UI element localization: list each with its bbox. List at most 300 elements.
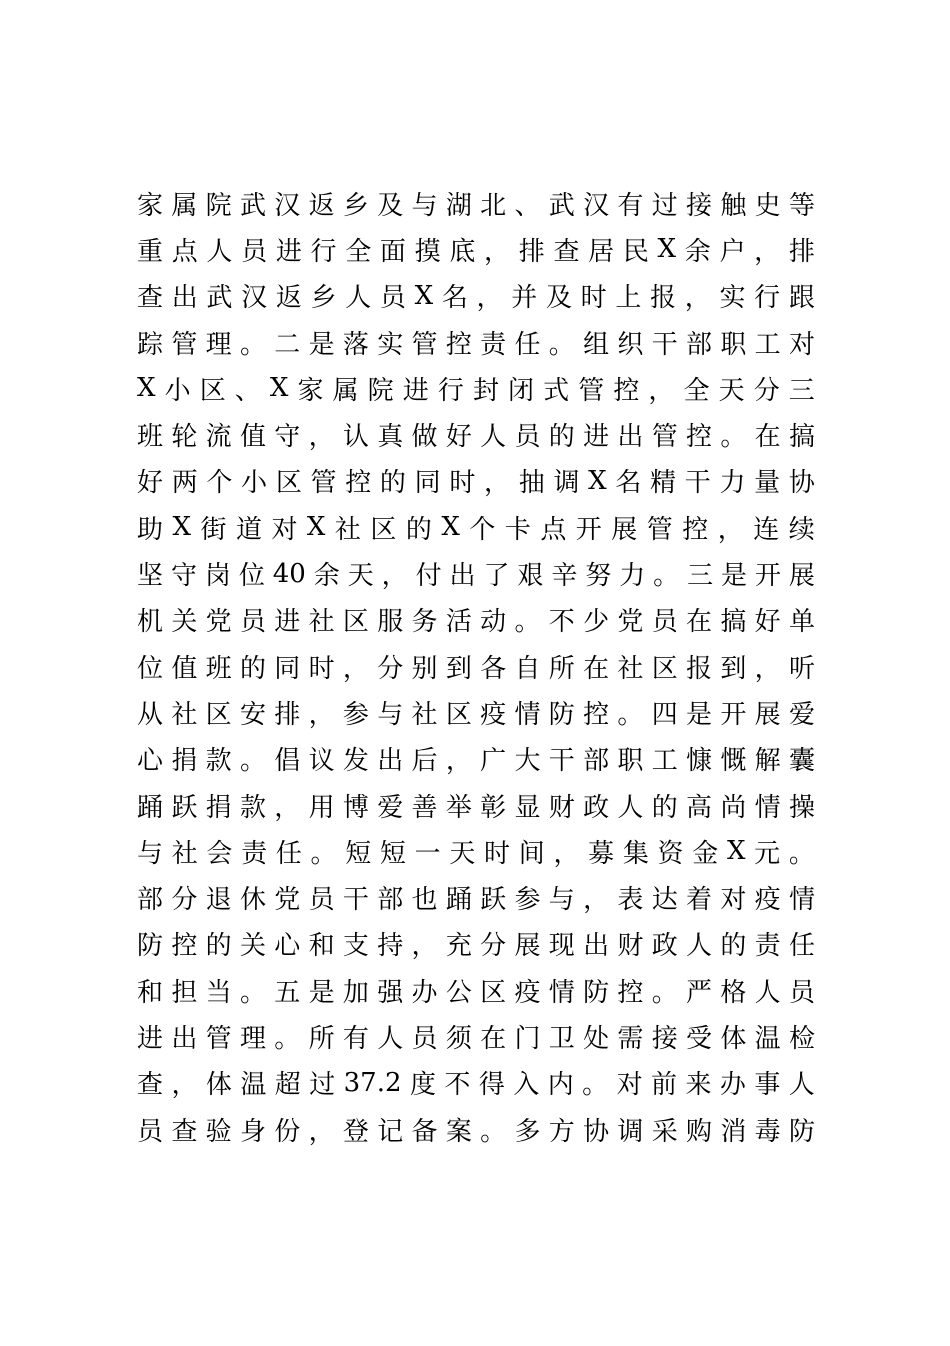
text-glyph: ， — [308, 699, 335, 730]
text-glyph: 举 — [445, 792, 472, 823]
text-glyph: 时 — [580, 283, 607, 314]
text-glyph: 查 — [553, 236, 580, 267]
text-glyph: 人 — [377, 1023, 404, 1054]
text-glyph: 好 — [137, 468, 164, 499]
text-line — [137, 458, 815, 504]
text-glyph: 社 — [171, 699, 198, 730]
text-glyph: 后 — [411, 746, 438, 777]
text-glyph: 高 — [686, 792, 713, 823]
text-glyph: 面 — [379, 236, 406, 267]
text-glyph: 余 — [313, 561, 340, 592]
text-glyph: ， — [274, 792, 301, 823]
text-glyph: 时 — [449, 468, 476, 499]
text-glyph: 的 — [651, 792, 678, 823]
text-glyph: 强 — [377, 977, 404, 1008]
text-glyph: 开 — [720, 699, 747, 730]
text-glyph: 在 — [480, 1023, 507, 1054]
text-glyph: 所 — [548, 653, 575, 684]
text-glyph: 等 — [788, 190, 815, 221]
text-glyph: ， — [381, 561, 408, 592]
text-glyph: 员 — [514, 422, 541, 453]
text-glyph: 三 — [687, 561, 714, 592]
text-glyph: 体 — [205, 1070, 232, 1101]
text-glyph: 真 — [377, 422, 404, 453]
text-glyph: 天 — [718, 375, 745, 406]
text-glyph: 备 — [411, 1116, 438, 1147]
text-glyph: 守 — [170, 561, 197, 592]
text-glyph: 加 — [342, 977, 369, 1008]
text-glyph: 关 — [171, 607, 198, 638]
text-glyph: 参 — [342, 699, 369, 730]
text-line — [137, 550, 815, 596]
text-glyph: ， — [308, 1116, 335, 1147]
text-glyph: 道 — [235, 514, 262, 545]
text-glyph: 温 — [240, 1070, 267, 1101]
text-glyph: 处 — [583, 1023, 610, 1054]
text-glyph: 员 — [379, 283, 406, 314]
text-glyph: 摸 — [414, 236, 441, 267]
text-glyph: 分 — [480, 931, 507, 962]
text-glyph: 续 — [788, 514, 815, 545]
text-glyph: 严 — [686, 977, 713, 1008]
text-glyph: 消 — [720, 1116, 747, 1147]
text-glyph: 退 — [205, 885, 232, 916]
text-glyph: 管 — [646, 514, 673, 545]
text-glyph: 人 — [686, 931, 713, 962]
text-glyph: 人 — [617, 792, 644, 823]
text-glyph: 个 — [469, 514, 496, 545]
text-glyph: 对 — [616, 1070, 643, 1101]
text-glyph: 和 — [308, 931, 335, 962]
text-glyph: 岗 — [204, 561, 231, 592]
text-glyph: 内 — [547, 1070, 574, 1101]
text-glyph: 报 — [686, 653, 713, 684]
text-glyph: ， — [342, 653, 369, 684]
text-glyph: 与 — [137, 838, 164, 869]
text-glyph: 管 — [411, 329, 438, 360]
text-glyph: 抽 — [518, 468, 545, 499]
text-glyph: 单 — [788, 607, 815, 638]
text-glyph: 部 — [686, 329, 713, 360]
text-glyph: 和 — [137, 977, 164, 1008]
text-glyph: ， — [411, 931, 438, 962]
text-glyph: 疫 — [754, 885, 781, 916]
text-glyph: 跃 — [480, 885, 507, 916]
text-glyph: 天 — [449, 838, 476, 869]
text-glyph: 院 — [367, 375, 394, 406]
text-glyph: 慷 — [686, 746, 713, 777]
text-glyph: 武 — [239, 190, 266, 221]
text-glyph: 做 — [411, 422, 438, 453]
text-glyph: X — [441, 512, 460, 543]
text-glyph: 广 — [480, 746, 507, 777]
text-glyph: 案 — [445, 1116, 472, 1147]
text-glyph: 。 — [617, 699, 644, 730]
text-glyph: 管 — [205, 1023, 232, 1054]
text-glyph: X — [657, 234, 677, 265]
text-glyph: 着 — [686, 885, 713, 916]
text-glyph: 属 — [332, 375, 359, 406]
text-glyph: 支 — [342, 931, 369, 962]
text-glyph: 小 — [241, 468, 268, 499]
text-glyph: 户 — [719, 236, 746, 267]
text-glyph: 进 — [402, 375, 429, 406]
text-glyph: 分 — [377, 653, 404, 684]
text-glyph: 区 — [199, 375, 226, 406]
text-glyph: 人 — [754, 977, 781, 1008]
text-glyph: 区 — [342, 607, 369, 638]
text-glyph: 从 — [137, 699, 164, 730]
text-glyph: 汉 — [274, 190, 301, 221]
text-glyph: 上 — [615, 283, 642, 314]
text-glyph: 控 — [613, 375, 640, 406]
text-glyph: 的 — [548, 422, 575, 453]
text-glyph: 防 — [548, 699, 575, 730]
text-glyph: 实 — [719, 283, 746, 314]
text-glyph: 心 — [137, 746, 164, 777]
text-glyph: 进 — [137, 1023, 164, 1054]
text-glyph: 重 — [137, 236, 164, 267]
text-glyph: 职 — [720, 329, 747, 360]
text-glyph: 责 — [480, 329, 507, 360]
text-glyph: 当 — [205, 977, 232, 1008]
text-glyph: 责 — [241, 838, 268, 869]
text-glyph: 党 — [617, 607, 644, 638]
text-glyph: 身 — [239, 1116, 266, 1147]
text-glyph: 居 — [588, 236, 615, 267]
text-glyph: 小 — [164, 375, 191, 406]
text-glyph: 部 — [583, 746, 610, 777]
text-line — [137, 504, 815, 550]
text-glyph: 展 — [514, 931, 541, 962]
text-glyph: 返 — [308, 190, 335, 221]
text-glyph: 排 — [274, 699, 301, 730]
text-glyph: 及 — [545, 283, 572, 314]
text-glyph: 区 — [275, 468, 302, 499]
text-glyph: 卡 — [504, 514, 531, 545]
text-glyph: 与 — [548, 885, 575, 916]
text-glyph: 部 — [137, 885, 164, 916]
text-line — [137, 967, 815, 1013]
text-glyph: 开 — [575, 514, 602, 545]
text-glyph: 是 — [721, 561, 748, 592]
text-glyph: ， — [308, 422, 335, 453]
text-line — [137, 365, 815, 411]
text-glyph: 天 — [347, 561, 374, 592]
text-glyph: 进 — [274, 607, 301, 638]
text-glyph: 。 — [788, 838, 815, 869]
text-glyph: 元 — [754, 838, 781, 869]
text-glyph: 对 — [788, 329, 815, 360]
text-glyph: 四 — [651, 699, 678, 730]
text-line — [137, 226, 815, 272]
text-glyph: 控 — [171, 931, 198, 962]
text-glyph: 守 — [274, 422, 301, 453]
text-glyph: 人 — [480, 422, 507, 453]
text-glyph: 控 — [617, 977, 644, 1008]
text-glyph: 控 — [682, 514, 709, 545]
text-glyph: 机 — [137, 607, 164, 638]
text-line — [137, 273, 815, 319]
text-glyph: 情 — [514, 699, 541, 730]
text-line — [137, 643, 815, 689]
text-glyph: 位 — [238, 561, 265, 592]
text-line — [137, 180, 815, 226]
text-glyph: 展 — [754, 699, 781, 730]
text-glyph: 汉 — [241, 283, 268, 314]
text-glyph: 。 — [239, 329, 266, 360]
text-glyph: 彰 — [480, 792, 507, 823]
text-glyph: 不 — [548, 607, 575, 638]
text-glyph: 区 — [480, 977, 507, 1008]
text-glyph: 。 — [514, 607, 541, 638]
text-glyph: X — [414, 280, 434, 311]
text-glyph: 返 — [275, 283, 302, 314]
text-glyph: 社 — [334, 514, 361, 545]
text-glyph: 。 — [720, 422, 747, 453]
text-glyph: 。 — [653, 561, 680, 592]
text-glyph: 短 — [379, 838, 406, 869]
text-glyph: 别 — [411, 653, 438, 684]
text-glyph: 员 — [308, 885, 335, 916]
text-glyph: 人 — [345, 283, 372, 314]
text-glyph: 余 — [684, 236, 711, 267]
text-glyph: 方 — [548, 1116, 575, 1147]
text-glyph: 办 — [411, 977, 438, 1008]
text-glyph: 理 — [205, 329, 232, 360]
text-glyph: 。 — [651, 977, 678, 1008]
text-line — [137, 1013, 815, 1059]
text-glyph: 须 — [445, 1023, 472, 1054]
text-glyph: 达 — [651, 885, 678, 916]
text-glyph: ， — [583, 885, 610, 916]
text-glyph: X — [726, 836, 746, 867]
text-glyph: 公 — [445, 977, 472, 1008]
text-glyph: 个 — [206, 468, 233, 499]
text-glyph: 大 — [514, 746, 541, 777]
text-glyph: 担 — [171, 977, 198, 1008]
text-glyph: 。 — [582, 1070, 609, 1101]
text-glyph: 分 — [171, 885, 198, 916]
text-glyph: 财 — [548, 792, 575, 823]
text-glyph: 倡 — [274, 746, 301, 777]
text-glyph: 行 — [754, 283, 781, 314]
text-glyph: 登 — [342, 1116, 369, 1147]
text-glyph: 位 — [137, 653, 164, 684]
text-glyph: 受 — [686, 1023, 713, 1054]
text-glyph: 精 — [650, 468, 677, 499]
text-glyph: 会 — [206, 838, 233, 869]
text-glyph: 格 — [720, 977, 747, 1008]
text-glyph: 。 — [548, 329, 575, 360]
text-line — [137, 782, 815, 828]
text-glyph: 办 — [719, 1070, 746, 1101]
text-glyph: 多 — [514, 1116, 541, 1147]
text-glyph: 责 — [754, 931, 781, 962]
text-glyph: 排 — [518, 236, 545, 267]
text-glyph: 力 — [719, 468, 746, 499]
text-glyph: 调 — [617, 1116, 644, 1147]
text-glyph: 间 — [518, 838, 545, 869]
text-glyph: 到 — [720, 653, 747, 684]
text-glyph: 党 — [274, 885, 301, 916]
text-glyph: 体 — [720, 1023, 747, 1054]
text-glyph: 史 — [754, 190, 781, 221]
text-glyph: 协 — [788, 468, 815, 499]
text-glyph: 参 — [514, 885, 541, 916]
text-glyph: 囊 — [788, 746, 815, 777]
text-glyph: X — [137, 373, 156, 404]
text-glyph: 展 — [611, 514, 638, 545]
text-glyph: 度 — [409, 1070, 436, 1101]
text-glyph: 显 — [514, 792, 541, 823]
text-glyph: 区 — [370, 514, 397, 545]
text-glyph: 休 — [239, 885, 266, 916]
text-glyph: 得 — [478, 1070, 505, 1101]
text-glyph: 管 — [651, 422, 678, 453]
text-glyph: 名 — [615, 468, 642, 499]
text-glyph: 需 — [617, 1023, 644, 1054]
text-glyph: 与 — [377, 699, 404, 730]
text-glyph: 行 — [437, 375, 464, 406]
text-glyph: 、 — [514, 190, 541, 221]
text-glyph: 连 — [753, 514, 780, 545]
text-glyph: 控 — [345, 468, 372, 499]
text-glyph: 好 — [754, 607, 781, 638]
text-glyph: 事 — [754, 1070, 781, 1101]
text-glyph: 与 — [411, 190, 438, 221]
text-glyph: 社 — [617, 653, 644, 684]
text-glyph: 三 — [788, 375, 815, 406]
text-glyph: 务 — [411, 607, 438, 638]
text-glyph: 防 — [583, 977, 610, 1008]
text-glyph: 社 — [308, 607, 335, 638]
text-glyph: 到 — [445, 653, 472, 684]
text-glyph: 爱 — [788, 699, 815, 730]
text-glyph: 接 — [686, 190, 713, 221]
text-glyph: 任 — [514, 329, 541, 360]
text-glyph: 行 — [310, 236, 337, 267]
text-glyph: 任 — [275, 838, 302, 869]
text-glyph: 职 — [617, 746, 644, 777]
text-glyph: 卫 — [548, 1023, 575, 1054]
text-glyph: 进 — [275, 236, 302, 267]
text-glyph: 款 — [205, 746, 232, 777]
text-glyph: 干 — [548, 746, 575, 777]
text-glyph: 也 — [411, 885, 438, 916]
text-glyph: 验 — [205, 1116, 232, 1147]
text-glyph: 出 — [449, 561, 476, 592]
text-glyph: 闭 — [508, 375, 535, 406]
text-glyph: 毒 — [754, 1116, 781, 1147]
text-glyph: 区 — [205, 699, 232, 730]
text-glyph: 少 — [583, 607, 610, 638]
text-glyph: 接 — [651, 1023, 678, 1054]
text-glyph: 记 — [377, 1116, 404, 1147]
text-glyph: 议 — [308, 746, 335, 777]
text-glyph: 短 — [345, 838, 372, 869]
text-glyph: 40 — [272, 558, 306, 589]
text-line — [137, 874, 815, 920]
text-glyph: 式 — [543, 375, 570, 406]
text-glyph: 动 — [480, 607, 507, 638]
text-glyph: 辛 — [551, 561, 578, 592]
text-glyph: 轮 — [171, 422, 198, 453]
text-glyph: 的 — [720, 931, 747, 962]
text-glyph: 院 — [205, 190, 232, 221]
text-glyph: 服 — [377, 607, 404, 638]
text-glyph: 博 — [342, 792, 369, 823]
text-glyph: 善 — [411, 792, 438, 823]
text-glyph: 管 — [578, 375, 605, 406]
text-glyph: 在 — [754, 422, 781, 453]
text-line — [137, 597, 815, 643]
text-glyph: 量 — [754, 468, 781, 499]
text-glyph: X — [306, 512, 326, 543]
text-line — [137, 319, 815, 365]
text-glyph: 及 — [377, 190, 404, 221]
text-glyph: 金 — [692, 838, 719, 869]
text-glyph: ， — [171, 1070, 198, 1101]
text-glyph: 工 — [651, 746, 678, 777]
text-glyph: 关 — [239, 931, 266, 962]
text-glyph: 理 — [239, 1023, 266, 1054]
text-glyph: 持 — [377, 931, 404, 962]
text-glyph: 调 — [553, 468, 580, 499]
text-glyph: 管 — [310, 468, 337, 499]
text-glyph: 织 — [617, 329, 644, 360]
text-glyph: 出 — [171, 1023, 198, 1054]
text-glyph: ， — [553, 838, 580, 869]
text-glyph: ， — [648, 375, 675, 406]
text-glyph: 干 — [684, 468, 711, 499]
text-glyph: 工 — [754, 329, 781, 360]
text-glyph: 查 — [137, 1070, 164, 1101]
text-glyph: 的 — [379, 468, 406, 499]
text-glyph: 社 — [171, 838, 198, 869]
text-glyph: 疫 — [480, 699, 507, 730]
text-glyph: 查 — [137, 283, 164, 314]
text-glyph: 跃 — [171, 792, 198, 823]
text-glyph: 全 — [345, 236, 372, 267]
text-glyph: 在 — [583, 653, 610, 684]
text-glyph: 操 — [788, 792, 815, 823]
text-glyph: 情 — [548, 977, 575, 1008]
text-glyph: 艰 — [517, 561, 544, 592]
text-glyph: 值 — [239, 422, 266, 453]
text-glyph: 37.2 — [343, 1067, 402, 1098]
text-glyph: 五 — [274, 977, 301, 1008]
text-glyph: 政 — [583, 792, 610, 823]
text-glyph: 解 — [754, 746, 781, 777]
text-glyph: 人 — [206, 236, 233, 267]
text-glyph: 资 — [657, 838, 684, 869]
text-line — [137, 921, 815, 967]
text-glyph: 班 — [205, 653, 232, 684]
text-glyph: 街 — [200, 514, 227, 545]
text-glyph: 听 — [788, 653, 815, 684]
text-glyph: 家 — [297, 375, 324, 406]
body-text — [137, 180, 815, 1152]
text-glyph: 流 — [205, 422, 232, 453]
text-glyph: 管 — [171, 329, 198, 360]
text-glyph: 踊 — [137, 792, 164, 823]
text-glyph: 。 — [239, 977, 266, 1008]
text-glyph: 武 — [548, 190, 575, 221]
text-glyph: 控 — [686, 422, 713, 453]
text-glyph: 购 — [686, 1116, 713, 1147]
text-glyph: 在 — [686, 607, 713, 638]
